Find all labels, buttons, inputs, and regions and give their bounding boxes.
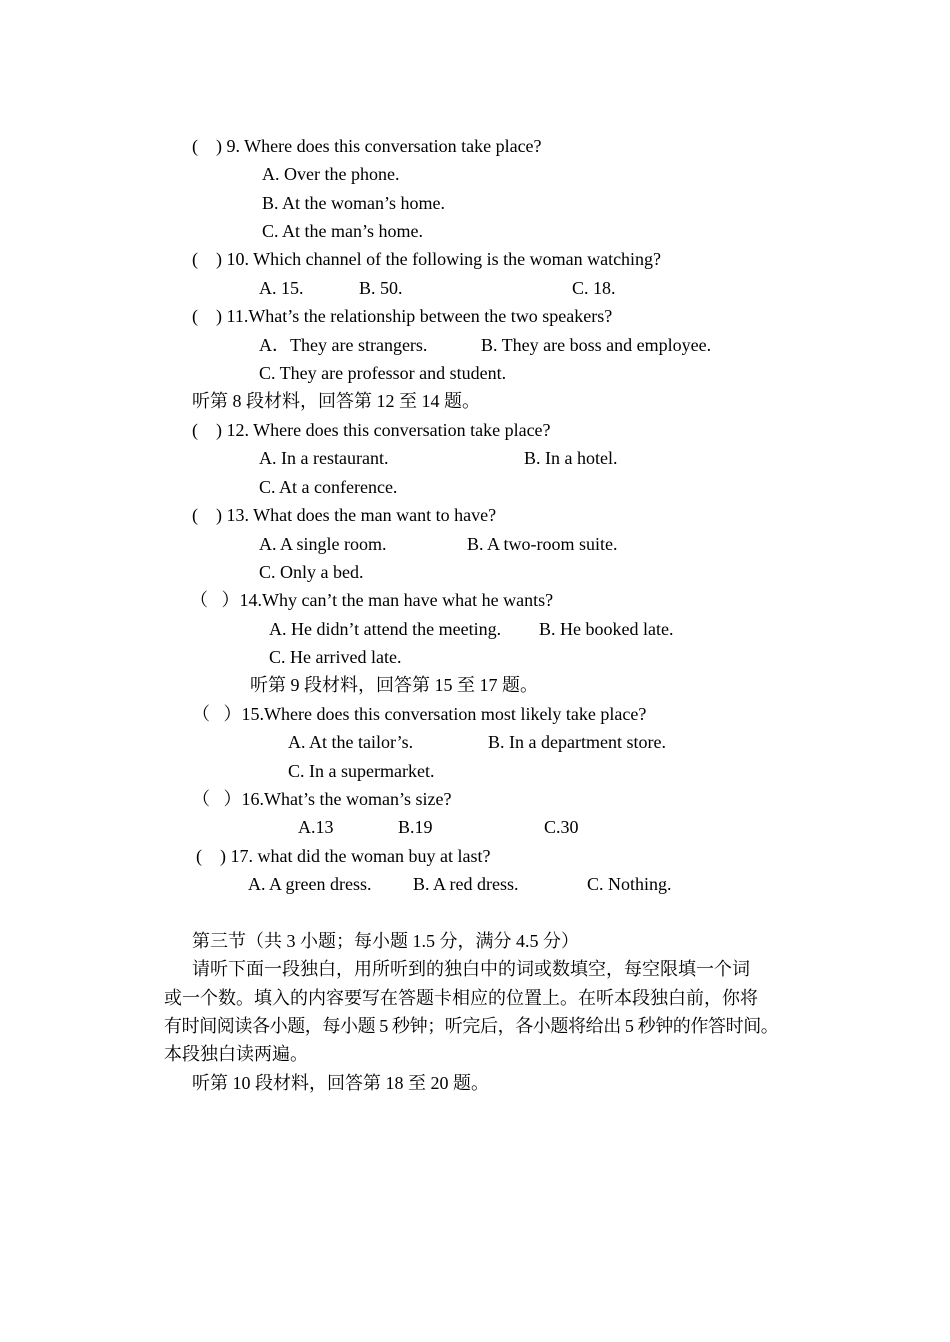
question-17-option-b: B. A red dress. — [413, 874, 519, 894]
question-13-option-a: A. A single room. — [259, 534, 387, 554]
question-9-stem: ( ) 9. Where does this conversation take place? — [192, 136, 542, 156]
question-10-option-a: A. 15. — [259, 278, 304, 298]
question-13-stem: ( ) 13. What does the man want to have? — [192, 505, 497, 525]
section-8-heading: 听第 8 段材料，回答第 12 至 14 题。 — [192, 391, 480, 411]
question-14-option-a: A. He didn’t attend the meeting. — [269, 619, 502, 639]
question-14-option-c: C. He arrived late. — [269, 647, 402, 667]
question-11-option-b: B. They are boss and employee. — [481, 335, 712, 355]
question-9-option-b: B. At the woman’s home. — [262, 193, 445, 213]
question-12-option-b: B. In a hotel. — [524, 448, 618, 468]
question-16-option-b: B.19 — [398, 817, 433, 837]
part-3-instruction-line-1: 请听下面一段独白，用所听到的独白中的词或数填空，每空限填一个词 — [192, 959, 750, 979]
question-12-stem: ( ) 12. Where does this conversation take place? — [192, 420, 551, 440]
question-16-option-a: A.13 — [298, 817, 334, 837]
question-14-option-b: B. He booked late. — [539, 619, 674, 639]
part-3-instruction-line-4: 本段独白读两遍。 — [164, 1044, 308, 1064]
section-10-heading: 听第 10 段材料，回答第 18 至 20 题。 — [192, 1073, 489, 1093]
question-13-option-c: C. Only a bed. — [259, 562, 364, 582]
section-9-heading: 听第 9 段材料，回答第 15 至 17 题。 — [250, 675, 538, 695]
part-3-instruction-line-2: 或一个数。填入的内容要写在答题卡相应的位置上。在听本段独白前，你将 — [164, 988, 758, 1008]
question-13-option-b: B. A two-room suite. — [467, 534, 618, 554]
question-15-option-a: A. At the tailor’s. — [288, 732, 414, 752]
question-9-option-a: A. Over the phone. — [262, 164, 400, 184]
question-10-option-b: B. 50. — [359, 278, 403, 298]
part-3-heading: 第三节（共 3 小题；每小题 1.5 分，满分 4.5 分） — [192, 931, 579, 951]
question-16-option-c: C.30 — [544, 817, 579, 837]
question-17-option-c: C. Nothing. — [587, 874, 672, 894]
question-11-option-c: C. They are professor and student. — [259, 363, 507, 383]
question-15-option-c: C. In a supermarket. — [288, 761, 435, 781]
question-12-option-a: A. In a restaurant. — [259, 448, 389, 468]
question-15-option-b: B. In a department store. — [488, 732, 666, 752]
question-9-option-c: C. At the man’s home. — [262, 221, 423, 241]
question-12-option-c: C. At a conference. — [259, 477, 398, 497]
question-10-option-c: C. 18. — [572, 278, 616, 298]
question-10-stem: ( ) 10. Which channel of the following is the woman watching? — [192, 249, 662, 269]
part-3-instruction-line-3: 有时间阅读各小题，每小题 5 秒钟；听完后，各小题将给出 5 秒钟的作答时间。 — [164, 1016, 779, 1036]
question-16-stem: （ ）16.What’s the woman’s size? — [192, 789, 452, 809]
question-11-stem: ( ) 11.What’s the relationship between the two speakers? — [192, 306, 613, 326]
question-14-stem: （ ）14.Why can’t the man have what he wants? — [190, 590, 554, 610]
question-11-option-a: A．They are strangers. — [259, 335, 428, 355]
question-15-stem: （ ）15.Where does this conversation most likely take place? — [192, 704, 647, 724]
question-17-option-a: A. A green dress. — [248, 874, 372, 894]
question-17-stem: ( ) 17. what did the woman buy at last? — [196, 846, 491, 866]
